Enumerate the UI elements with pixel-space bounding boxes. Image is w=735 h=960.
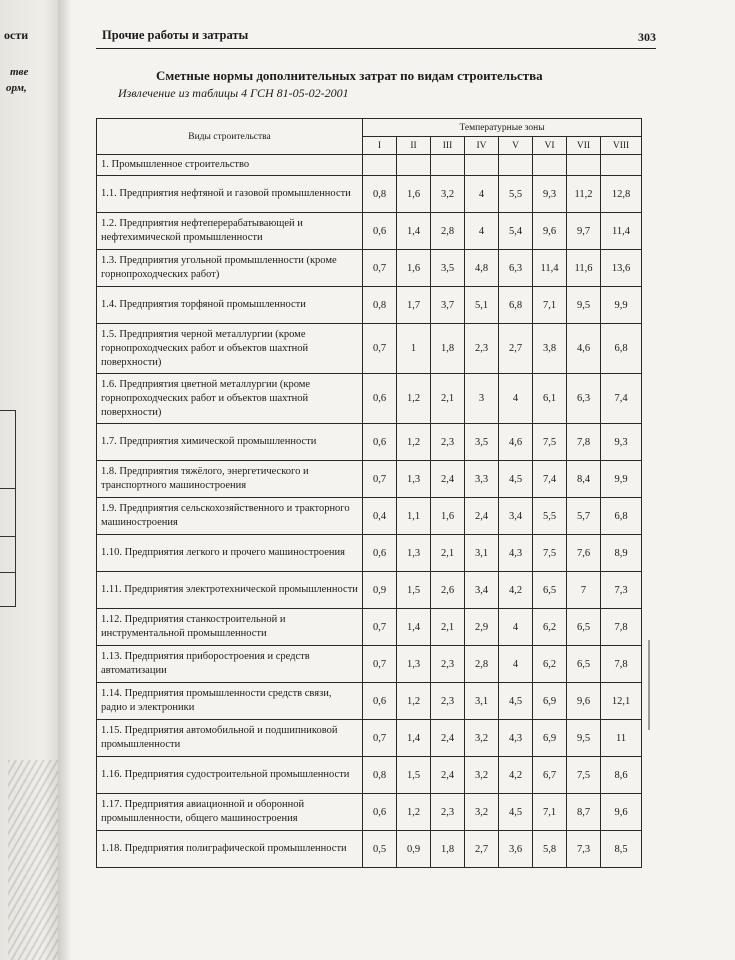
previous-page-table-edge — [0, 488, 16, 489]
table-row — [97, 250, 642, 287]
norm-value: 5,7 — [567, 498, 601, 535]
norm-value: 1,8 — [431, 324, 465, 374]
norm-value: 8,6 — [601, 757, 642, 794]
norm-value: 7,5 — [567, 757, 601, 794]
table-row — [97, 794, 642, 831]
document-title: Сметные нормы дополнительных затрат по видам строительства — [156, 68, 543, 83]
norm-value: 0,4 — [363, 498, 397, 535]
table-row — [97, 324, 642, 374]
temperature-zones-header: Температурные зоны — [363, 119, 642, 137]
norm-value: 0,7 — [363, 324, 397, 374]
zone-header: VII — [567, 137, 601, 155]
construction-type: 1.15. Предприятия автомобильной и подшипниковой промышленности — [97, 720, 363, 757]
construction-type: 1.10. Предприятия легкого и прочего машиностроения — [97, 535, 363, 572]
norm-value: 11,4 — [601, 213, 642, 250]
norm-value: 4,5 — [499, 461, 533, 498]
norm-value: 3,6 — [499, 831, 533, 868]
norm-value: 5,4 — [499, 213, 533, 250]
norm-value: 8,9 — [601, 535, 642, 572]
norm-value: 0,8 — [363, 176, 397, 213]
norm-value: 3 — [465, 374, 499, 424]
previous-page-fragment: ости — [4, 28, 29, 42]
table-row — [97, 535, 642, 572]
norm-value: 9,5 — [567, 720, 601, 757]
norm-value: 3,4 — [465, 572, 499, 609]
table-row — [97, 287, 642, 324]
norm-value: 7,3 — [601, 572, 642, 609]
construction-type: 1.12. Предприятия станкостроительной и инструментальной промышленности — [97, 609, 363, 646]
construction-types-header: Виды строительства — [97, 119, 363, 155]
table-row — [97, 646, 642, 683]
norm-value: 9,9 — [601, 461, 642, 498]
previous-page-table-edge — [0, 572, 16, 573]
norm-value: 9,3 — [533, 176, 567, 213]
norm-value: 5,5 — [499, 176, 533, 213]
norm-value: 6,5 — [567, 646, 601, 683]
norm-value: 2,1 — [431, 535, 465, 572]
norm-value: 7 — [567, 572, 601, 609]
construction-type: 1.6. Предприятия цветной металлургии (кроме горнопроходческих работ и объектов шахтной поверхности) — [97, 374, 363, 424]
norm-value: 3,2 — [465, 794, 499, 831]
section-title: Прочие работы и затраты — [102, 28, 249, 42]
norm-value: 1,2 — [397, 794, 431, 831]
norm-value: 8,4 — [567, 461, 601, 498]
norm-value: 0,5 — [363, 831, 397, 868]
section-row — [97, 155, 642, 176]
norm-value: 7,5 — [533, 535, 567, 572]
norm-value: 2,1 — [431, 374, 465, 424]
norm-value: 7,4 — [533, 461, 567, 498]
norm-value: 2,4 — [465, 498, 499, 535]
norm-value: 1,6 — [397, 250, 431, 287]
norm-value: 1,6 — [397, 176, 431, 213]
norm-value: 6,2 — [533, 609, 567, 646]
norm-value: 1,4 — [397, 609, 431, 646]
norm-value: 3,3 — [465, 461, 499, 498]
norm-value: 4 — [465, 176, 499, 213]
norm-value: 7,8 — [601, 646, 642, 683]
norm-value: 8,5 — [601, 831, 642, 868]
norm-value: 0,7 — [363, 250, 397, 287]
norm-value: 1,5 — [397, 572, 431, 609]
table-row — [97, 609, 642, 646]
norm-value: 4 — [499, 609, 533, 646]
norm-value: 1,3 — [397, 461, 431, 498]
page-fold — [58, 0, 72, 960]
norm-value: 4,8 — [465, 250, 499, 287]
zone-header: V — [499, 137, 533, 155]
norm-value: 6,9 — [533, 683, 567, 720]
previous-page-table-edge — [0, 606, 16, 607]
zone-header: III — [431, 137, 465, 155]
norm-value: 9,5 — [567, 287, 601, 324]
norm-value: 2,3 — [431, 424, 465, 461]
norm-value: 6,9 — [533, 720, 567, 757]
norm-value: 3,5 — [431, 250, 465, 287]
norm-value: 5,1 — [465, 287, 499, 324]
construction-type: 1.11. Предприятия электротехнической промышленности — [97, 572, 363, 609]
norm-value: 0,9 — [363, 572, 397, 609]
table-row — [97, 374, 642, 424]
construction-type: 1.4. Предприятия торфяной промышленности — [97, 287, 363, 324]
norm-value: 0,6 — [363, 424, 397, 461]
norm-value: 7,8 — [601, 609, 642, 646]
binding-shadow — [8, 760, 58, 960]
norm-value: 1 — [397, 324, 431, 374]
norm-value: 4,6 — [567, 324, 601, 374]
norm-value: 3,2 — [465, 757, 499, 794]
norm-value: 3,1 — [465, 535, 499, 572]
norm-value: 0,6 — [363, 794, 397, 831]
norm-value: 1,4 — [397, 720, 431, 757]
section-label: 1. Промышленное строительство — [97, 155, 363, 176]
norm-value: 6,8 — [601, 498, 642, 535]
norm-value: 2,8 — [465, 646, 499, 683]
norm-value: 6,8 — [499, 287, 533, 324]
norm-value: 2,3 — [431, 794, 465, 831]
norm-value: 0,6 — [363, 535, 397, 572]
norm-value: 2,8 — [431, 213, 465, 250]
table-row — [97, 831, 642, 868]
construction-type: 1.14. Предприятия промышленности средств связи, радио и электроники — [97, 683, 363, 720]
norm-value: 1,1 — [397, 498, 431, 535]
zone-header: VI — [533, 137, 567, 155]
norm-value: 1,8 — [431, 831, 465, 868]
norm-value: 2,7 — [499, 324, 533, 374]
norm-value: 0,8 — [363, 757, 397, 794]
previous-page-table-edge — [0, 410, 16, 411]
norm-value: 7,6 — [567, 535, 601, 572]
norm-value: 0,7 — [363, 461, 397, 498]
norm-value: 9,6 — [567, 683, 601, 720]
norm-value: 0,6 — [363, 213, 397, 250]
norm-value: 0,6 — [363, 374, 397, 424]
zone-header: IV — [465, 137, 499, 155]
table-row — [97, 498, 642, 535]
norm-value: 3,7 — [431, 287, 465, 324]
norm-value: 4,6 — [499, 424, 533, 461]
norm-value: 6,3 — [499, 250, 533, 287]
norm-value: 2,4 — [431, 461, 465, 498]
table-row — [97, 424, 642, 461]
norm-value: 6,5 — [533, 572, 567, 609]
previous-page-fragment: орм, — [6, 82, 27, 94]
construction-type: 1.16. Предприятия судостроительной промышленности — [97, 757, 363, 794]
norm-value: 1,5 — [397, 757, 431, 794]
norm-value: 0,7 — [363, 609, 397, 646]
norm-value: 4,5 — [499, 683, 533, 720]
previous-page-fragment: твe — [10, 66, 29, 78]
norm-value: 3,4 — [499, 498, 533, 535]
norm-value: 12,1 — [601, 683, 642, 720]
norm-value: 3,2 — [465, 720, 499, 757]
construction-type: 1.7. Предприятия химической промышленности — [97, 424, 363, 461]
norm-value: 2,6 — [431, 572, 465, 609]
table-row — [97, 683, 642, 720]
norm-value: 2,3 — [431, 683, 465, 720]
norm-value: 9,9 — [601, 287, 642, 324]
zone-header: VIII — [601, 137, 642, 155]
table-row — [97, 572, 642, 609]
norm-value: 2,4 — [431, 757, 465, 794]
norm-value: 11,2 — [567, 176, 601, 213]
norm-value: 7,3 — [567, 831, 601, 868]
norm-value: 9,3 — [601, 424, 642, 461]
norm-value: 3,2 — [431, 176, 465, 213]
norm-value: 2,3 — [431, 646, 465, 683]
previous-page-table-edge — [0, 536, 16, 537]
norm-value: 5,8 — [533, 831, 567, 868]
norm-value: 2,1 — [431, 609, 465, 646]
construction-type: 1.8. Предприятия тяжёлого, энергетического и транспортного машиностроения — [97, 461, 363, 498]
document-subtitle: Извлечение из таблицы 4 ГСН 81-05-02-2001 — [118, 86, 349, 100]
norm-value: 4,5 — [499, 794, 533, 831]
norm-value: 3,5 — [465, 424, 499, 461]
previous-page-table-edge — [15, 410, 16, 606]
norm-value: 2,4 — [431, 720, 465, 757]
norm-value: 4 — [499, 646, 533, 683]
table-row — [97, 757, 642, 794]
norm-value: 7,4 — [601, 374, 642, 424]
norm-value: 1,2 — [397, 374, 431, 424]
norm-value: 4 — [465, 213, 499, 250]
norm-value: 1,7 — [397, 287, 431, 324]
construction-type: 1.9. Предприятия сельскохозяйственного и тракторного машиностроения — [97, 498, 363, 535]
norm-value: 13,6 — [601, 250, 642, 287]
norm-value: 11 — [601, 720, 642, 757]
norm-value: 3,8 — [533, 324, 567, 374]
norm-value: 12,8 — [601, 176, 642, 213]
construction-type: 1.18. Предприятия полиграфической промышленности — [97, 831, 363, 868]
norm-value: 0,7 — [363, 646, 397, 683]
scan-artifact — [648, 640, 650, 730]
norm-value: 0,7 — [363, 720, 397, 757]
norm-value: 2,7 — [465, 831, 499, 868]
norm-value: 4 — [499, 374, 533, 424]
norm-value: 0,8 — [363, 287, 397, 324]
norm-value: 8,7 — [567, 794, 601, 831]
norms-table — [96, 118, 642, 868]
norm-value: 11,4 — [533, 250, 567, 287]
construction-type: 1.2. Предприятия нефтеперерабатывающей и нефтехимической промышленности — [97, 213, 363, 250]
table-row — [97, 720, 642, 757]
norm-value: 6,2 — [533, 646, 567, 683]
norm-value: 11,6 — [567, 250, 601, 287]
norm-value: 6,5 — [567, 609, 601, 646]
norm-value: 4,3 — [499, 535, 533, 572]
norm-value: 7,1 — [533, 794, 567, 831]
running-header — [96, 28, 656, 49]
norm-value: 0,9 — [397, 831, 431, 868]
previous-page-margin — [0, 0, 62, 960]
construction-type: 1.3. Предприятия угольной промышленности (кроме горнопроходческих работ) — [97, 250, 363, 287]
norm-value: 4,3 — [499, 720, 533, 757]
norm-value: 1,3 — [397, 646, 431, 683]
norm-value: 5,5 — [533, 498, 567, 535]
zone-header: I — [363, 137, 397, 155]
norm-value: 9,6 — [601, 794, 642, 831]
norm-value: 9,6 — [533, 213, 567, 250]
norm-value: 1,2 — [397, 424, 431, 461]
norm-value: 0,6 — [363, 683, 397, 720]
construction-type: 1.5. Предприятия черной металлургии (кроме горнопроходческих работ и объектов шахтной поверхности) — [97, 324, 363, 374]
construction-type: 1.1. Предприятия нефтяной и газовой промышленности — [97, 176, 363, 213]
norm-value: 1,4 — [397, 213, 431, 250]
norm-value: 1,2 — [397, 683, 431, 720]
norm-value: 3,1 — [465, 683, 499, 720]
norm-value: 4,2 — [499, 572, 533, 609]
construction-type: 1.17. Предприятия авиационной и оборонной промышленности, общего машиностроения — [97, 794, 363, 831]
table-body — [97, 155, 642, 868]
norm-value: 7,1 — [533, 287, 567, 324]
norm-value: 1,6 — [431, 498, 465, 535]
table-row — [97, 213, 642, 250]
norm-value: 9,7 — [567, 213, 601, 250]
norm-value: 4,2 — [499, 757, 533, 794]
norm-value: 7,8 — [567, 424, 601, 461]
construction-type: 1.13. Предприятия приборостроения и средств автоматизации — [97, 646, 363, 683]
norm-value: 1,3 — [397, 535, 431, 572]
norm-value: 2,3 — [465, 324, 499, 374]
table-row — [97, 461, 642, 498]
table-row — [97, 176, 642, 213]
norm-value: 6,7 — [533, 757, 567, 794]
page-number: 303 — [638, 30, 656, 44]
norm-value: 6,1 — [533, 374, 567, 424]
zone-header: II — [397, 137, 431, 155]
norm-value: 7,5 — [533, 424, 567, 461]
norm-value: 6,8 — [601, 324, 642, 374]
norm-value: 6,3 — [567, 374, 601, 424]
document-page — [96, 0, 656, 960]
norm-value: 2,9 — [465, 609, 499, 646]
